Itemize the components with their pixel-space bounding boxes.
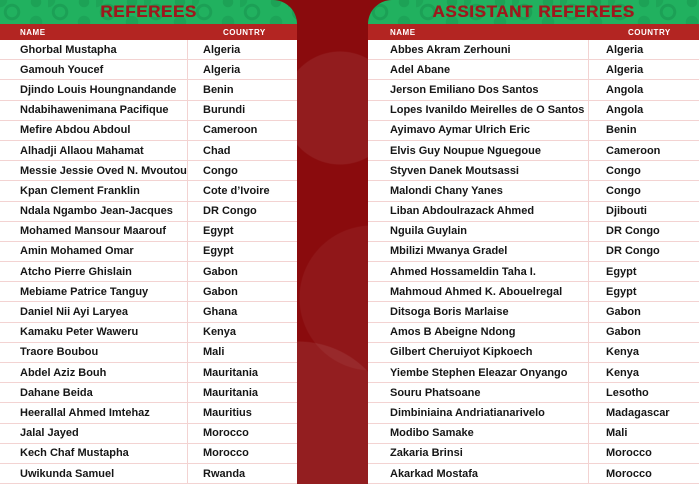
referee-name: Alhadji Allaou Mahamat [0, 141, 188, 160]
assistant-referees-column-header [368, 24, 699, 40]
referee-name: Kamaku Peter Waweru [0, 323, 188, 342]
referees-table [0, 0, 297, 484]
referee-country: Egypt [203, 225, 234, 238]
referee-country: Mali [606, 427, 628, 440]
referees-rows [0, 40, 297, 484]
table-row [0, 60, 297, 80]
table-row [368, 444, 699, 464]
referee-country: Gabon [203, 285, 238, 298]
name-column-header: NAME [20, 27, 46, 37]
assistant-referees-table [368, 0, 699, 484]
table-row [368, 242, 699, 262]
referee-country: Ghana [203, 306, 238, 319]
table-row [368, 181, 699, 201]
referee-country: Congo [203, 164, 238, 177]
referees-title: REFEREES [100, 2, 197, 21]
referee-name: Zakaria Brinsi [368, 444, 589, 463]
referee-name: Abdel Aziz Bouh [0, 363, 188, 382]
country-column-header: COUNTRY [628, 27, 671, 37]
table-row [0, 282, 297, 302]
table-row [0, 141, 297, 161]
table-row [0, 222, 297, 242]
referee-country: Mali [203, 346, 225, 359]
referee-country: Algeria [203, 43, 241, 56]
referee-name: Mbilizi Mwanya Gradel [368, 242, 589, 261]
table-row [368, 121, 699, 141]
referee-country: Cote d’Ivoire [203, 184, 270, 197]
table-row [0, 464, 297, 484]
referee-name: Traore Boubou [0, 343, 188, 362]
referee-country: Cameroon [606, 144, 661, 157]
table-row [0, 202, 297, 222]
referee-name: Akarkad Mostafa [368, 464, 589, 483]
table-row [368, 424, 699, 444]
referee-country: Kenya [203, 326, 237, 339]
referee-name: Ahmed Hossameldin Taha I. [368, 262, 589, 281]
referee-name: Djindo Louis Houngnandande [0, 80, 188, 99]
referee-name: Mefire Abdou Abdoul [0, 121, 188, 140]
referee-country: Kenya [606, 346, 640, 359]
referee-name: Amos B Abeigne Ndong [368, 323, 589, 342]
referee-name: Liban Abdoulrazack Ahmed [368, 202, 589, 221]
referee-name: Dimbiniaina Andriatianarivelo [368, 403, 589, 422]
referee-name: Daniel Nii Ayi Laryea [0, 302, 188, 321]
referee-name: Lopes Ivanildo Meirelles de O Santos [368, 101, 589, 120]
table-row [368, 464, 699, 484]
referee-name: Yiembe Stephen Eleazar Onyango [368, 363, 589, 382]
referee-country: Burundi [203, 104, 246, 117]
table-row [368, 161, 699, 181]
referee-name: Nguila Guylain [368, 222, 589, 241]
referee-name: Kech Chaf Mustapha [0, 444, 188, 463]
table-row [0, 121, 297, 141]
referee-name: Styven Danek Moutsassi [368, 161, 589, 180]
referee-country: Mauritius [203, 406, 252, 419]
referee-name: Amin Mohamed Omar [0, 242, 188, 261]
table-row [368, 302, 699, 322]
referee-name: Ditsoga Boris Marlaise [368, 302, 589, 321]
table-row [368, 222, 699, 242]
referee-country: Morocco [203, 447, 249, 460]
referee-country: DR Congo [606, 245, 660, 258]
referee-country: Morocco [606, 467, 652, 480]
referee-name: Kpan Clement Franklin [0, 181, 188, 200]
referee-name: Ghorbal Mustapha [0, 40, 188, 59]
table-row [0, 181, 297, 201]
referee-name: Adel Abane [368, 60, 589, 79]
table-row [0, 40, 297, 60]
table-row [368, 343, 699, 363]
referee-country: Benin [203, 83, 234, 96]
referee-country: Chad [203, 144, 231, 157]
referee-country: Gabon [203, 265, 238, 278]
table-row [368, 403, 699, 423]
referee-name: Jalal Jayed [0, 424, 188, 443]
table-row [0, 383, 297, 403]
referee-country: Madagascar [606, 406, 670, 419]
table-row [0, 101, 297, 121]
referee-country: Djibouti [606, 205, 647, 218]
referee-country: Egypt [606, 265, 637, 278]
referee-name: Malondi Chany Yanes [368, 181, 589, 200]
referee-country: Morocco [203, 427, 249, 440]
referee-country: Lesotho [606, 386, 649, 399]
referee-name: Ayimavo Aymar Ulrich Eric [368, 121, 589, 140]
assistant-referees-title: ASSISTANT REFEREES [432, 2, 635, 21]
referee-country: Kenya [606, 366, 640, 379]
referee-country: Congo [606, 164, 641, 177]
referee-country: Angola [606, 104, 644, 117]
referee-name: Mebiame Patrice Tanguy [0, 282, 188, 301]
referee-country: Cameroon [203, 124, 258, 137]
table-row [368, 262, 699, 282]
referee-name: Abbes Akram Zerhouni [368, 40, 589, 59]
table-row [0, 242, 297, 262]
referee-country: Congo [606, 184, 641, 197]
referee-country: Benin [606, 124, 637, 137]
referee-name: Uwikunda Samuel [0, 464, 188, 483]
referee-name: Mohamed Mansour Maarouf [0, 222, 188, 241]
table-row [0, 302, 297, 322]
table-row [0, 403, 297, 423]
referee-name: Ndala Ngambo Jean-Jacques [0, 202, 188, 221]
table-row [368, 202, 699, 222]
table-row [0, 343, 297, 363]
table-row [0, 363, 297, 383]
referee-name: Ndabihawenimana Pacifique [0, 101, 188, 120]
referee-country: Mauritania [203, 386, 259, 399]
referee-name: Mahmoud Ahmed K. Abouelregal [368, 282, 589, 301]
referee-name: Jerson Emiliano Dos Santos [368, 80, 589, 99]
referee-country: Egypt [606, 285, 637, 298]
table-row [368, 282, 699, 302]
referee-country: Algeria [203, 63, 241, 76]
table-row [0, 262, 297, 282]
referee-country: Mauritania [203, 366, 259, 379]
referee-country: DR Congo [203, 205, 257, 218]
assistant-referees-rows [368, 40, 699, 484]
table-row [368, 363, 699, 383]
table-row [368, 383, 699, 403]
referee-country: Algeria [606, 43, 644, 56]
referee-country: Morocco [606, 447, 652, 460]
table-row [0, 424, 297, 444]
country-column-header: COUNTRY [223, 27, 266, 37]
table-row [0, 444, 297, 464]
referees-column-header [0, 24, 297, 40]
referee-name: Elvis Guy Noupue Nguegoue [368, 141, 589, 160]
referee-name: Gilbert Cheruiyot Kipkoech [368, 343, 589, 362]
referee-country: Angola [606, 83, 644, 96]
table-row [368, 141, 699, 161]
referee-country: Algeria [606, 63, 644, 76]
table-row [368, 60, 699, 80]
referee-name: Messie Jessie Oved N. Mvoutou [0, 161, 188, 180]
referee-country: Gabon [606, 306, 641, 319]
table-row [368, 323, 699, 343]
referee-name: Dahane Beida [0, 383, 188, 402]
referees-title-band [0, 0, 297, 24]
table-row [368, 101, 699, 121]
table-row [0, 161, 297, 181]
referee-name: Atcho Pierre Ghislain [0, 262, 188, 281]
referee-country: Rwanda [203, 467, 246, 480]
assistant-referees-title-band [368, 0, 699, 24]
table-row [0, 323, 297, 343]
name-column-header: NAME [390, 27, 416, 37]
referee-name: Gamouh Youcef [0, 60, 188, 79]
referee-name: Modibo Samake [368, 424, 589, 443]
table-row [368, 80, 699, 100]
referee-country: Gabon [606, 326, 641, 339]
table-row [0, 80, 297, 100]
referee-country: DR Congo [606, 225, 660, 238]
referee-country: Egypt [203, 245, 234, 258]
referee-name: Souru Phatsoane [368, 383, 589, 402]
table-row [368, 40, 699, 60]
referee-name: Heerallal Ahmed Imtehaz [0, 403, 188, 422]
